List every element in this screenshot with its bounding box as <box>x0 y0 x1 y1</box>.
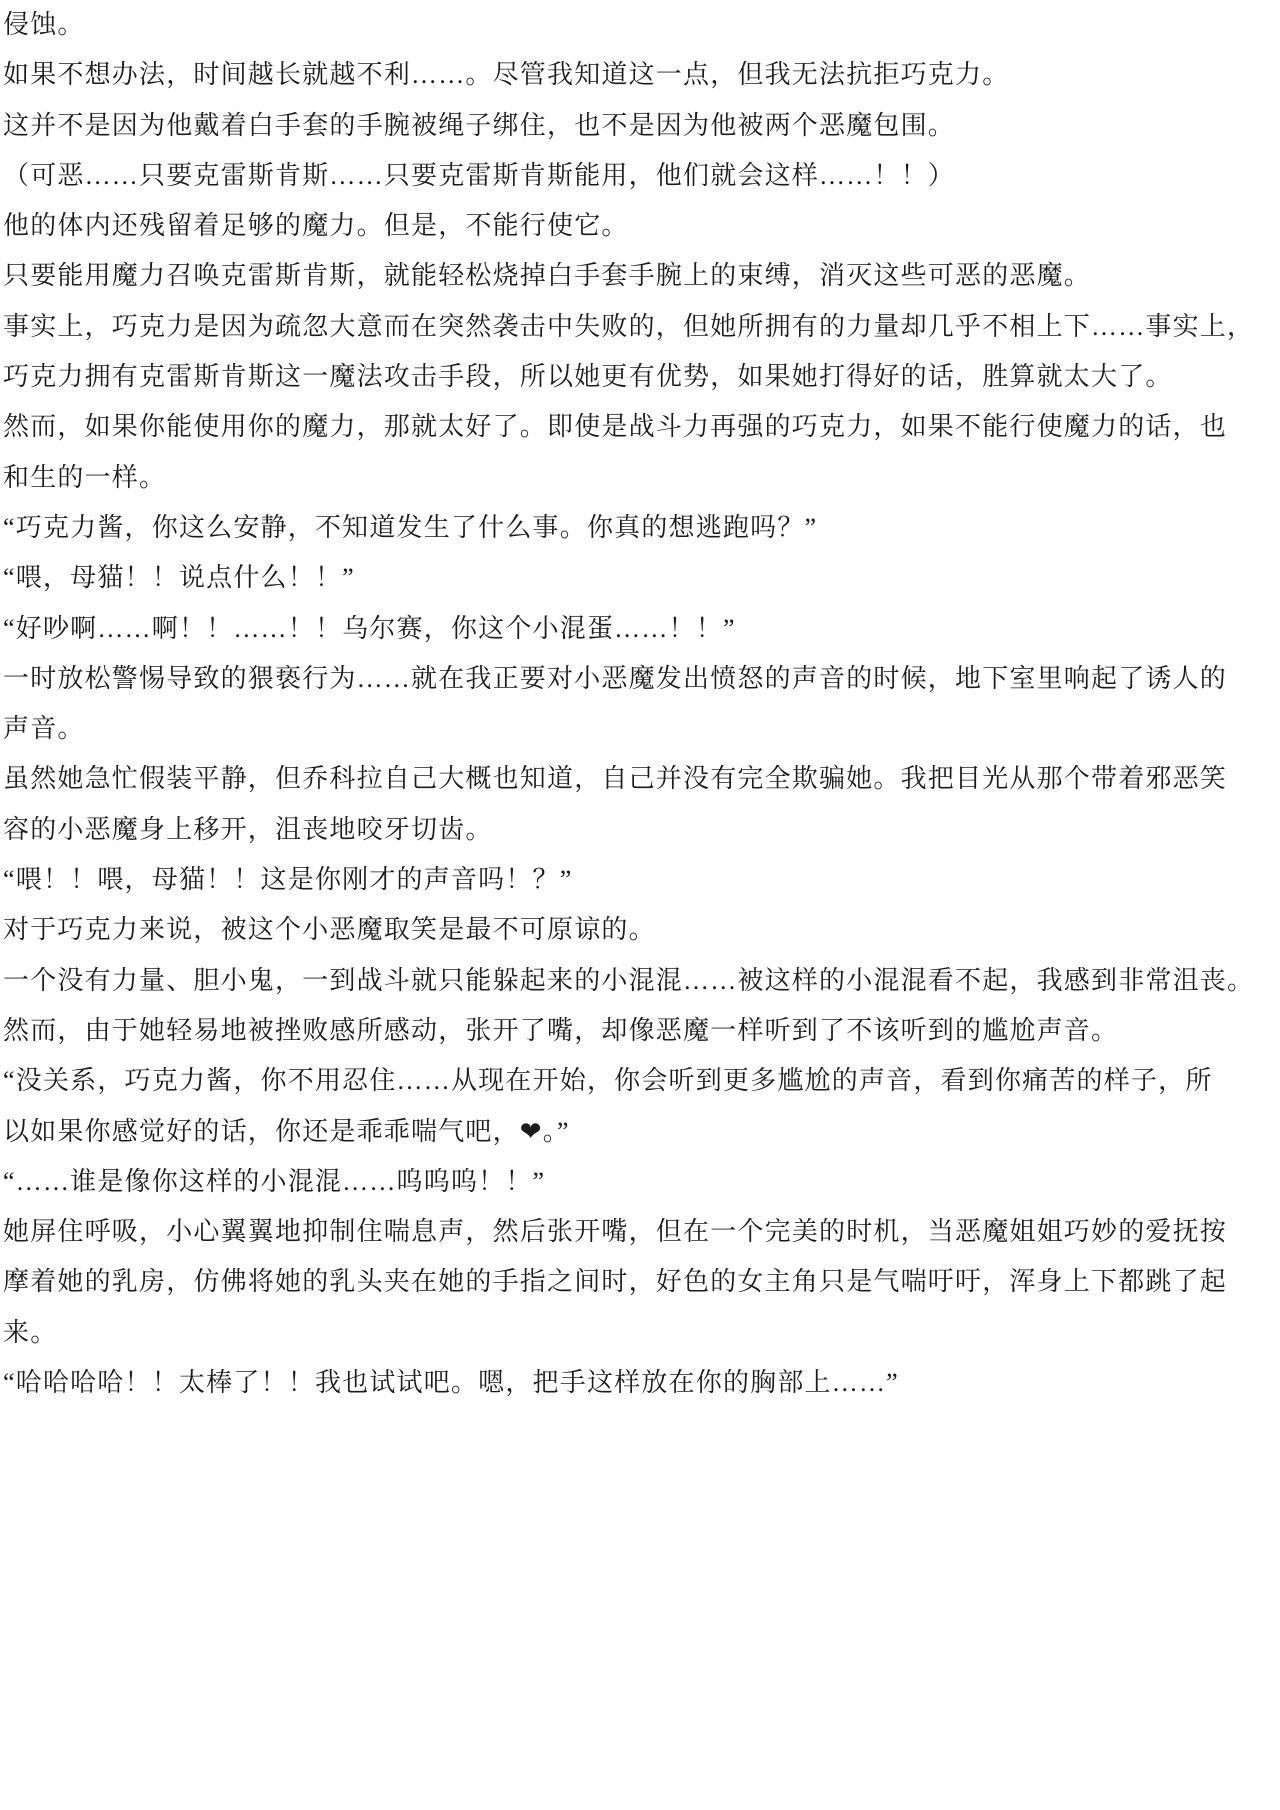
text-line: 他的体内还残留着足够的魔力。但是，不能行使它。 <box>3 211 629 241</box>
text-line: “没关系，巧克力酱，你不用忍住……从现在开始，你会听到更多尴尬的声音，看到你痛苦的样子，所 <box>3 1066 1213 1096</box>
text-line: 来。 <box>3 1317 58 1347</box>
text-line: “喂！！喂，母猫！！这是你刚才的声音吗！？” <box>3 865 573 895</box>
text-line: 一个没有力量、胆小鬼，一到战斗就只能躲起来的小混混……被这样的小混混看不起，我感到非常沮丧。 <box>3 965 1255 995</box>
text-line: 只要能用魔力召唤克雷斯肯斯，就能轻松烧掉白手套手腕上的束缚，消灭这些可恶的恶魔。 <box>3 261 1092 291</box>
text-line: 事实上，巧克力是因为疏忽大意而在突然袭击中失败的，但她所拥有的力量却几乎不相上下……事实上， <box>3 311 1255 341</box>
text-line: “喂，母猫！！说点什么！！” <box>3 563 355 593</box>
text-line: 然而，由于她轻易地被挫败感所感动，张开了嘴，却像恶魔一样听到了不该听到的尴尬声音。 <box>3 1015 1119 1045</box>
text-line: 对于巧克力来说，被这个小恶魔取笑是最不可原谅的。 <box>3 915 656 945</box>
text-line: 摩着她的乳房，仿佛将她的乳头夹在她的手指之间时，好色的女主角只是气喘吁吁，浑身上下都跳了起 <box>3 1267 1228 1297</box>
text-line: 这并不是因为他戴着白手套的手腕被绳子绑住，也不是因为他被两个恶魔包围。 <box>3 110 956 140</box>
text-line: 如果不想办法，时间越长就越不利……。尽管我知道这一点，但我无法抗拒巧克力。 <box>3 60 1010 90</box>
text-line: 侵蚀。 <box>3 10 85 39</box>
text-line: 声音。 <box>3 714 85 744</box>
text-line: 一时放松警惕导致的猥亵行为……就在我正要对小恶魔发出愤怒的声音的时候，地下室里响起了诱人的 <box>3 663 1228 693</box>
text-line: “好吵啊……啊！！……！！乌尔赛，你这个小混蛋……！！” <box>3 613 736 643</box>
text-line: 她屏住呼吸，小心翼翼地抑制住喘息声，然后张开嘴，但在一个完美的时机，当恶魔姐姐巧妙的爱抚按 <box>3 1217 1228 1247</box>
text-line: 以如果你感觉好的话，你还是乖乖喘气吧，❤。” <box>3 1116 570 1146</box>
text-line: 虽然她急忙假装平静，但乔科拉自己大概也知道，自己并没有完全欺骗她。我把目光从那个带着邪恶笑 <box>3 764 1228 794</box>
text-block <box>3 0 1255 1408</box>
text-line: 然而，如果你能使用你的魔力，那就太好了。即使是战斗力再强的巧克力，如果不能行使魔力的话，也 <box>3 412 1228 442</box>
text-line: 和生的一样。 <box>3 462 167 492</box>
text-line: “哈哈哈哈！！太棒了！！我也试试吧。嗯，把手这样放在你的胸部上……” <box>3 1368 899 1398</box>
text-line: “……谁是像你这样的小混混……呜呜呜！！” <box>3 1166 546 1196</box>
text-line: “巧克力酱，你这么安静，不知道发生了什么事。你真的想逃跑吗？” <box>3 512 818 542</box>
text-line: （可恶……只要克雷斯肯斯……只要克雷斯肯斯能用，他们就会这样……！！） <box>3 160 956 190</box>
text-line: 容的小恶魔身上移开，沮丧地咬牙切齿。 <box>3 814 493 844</box>
text-line: 巧克力拥有克雷斯肯斯这一魔法攻击手段，所以她更有优势，如果她打得好的话，胜算就太大了。 <box>3 362 1173 392</box>
